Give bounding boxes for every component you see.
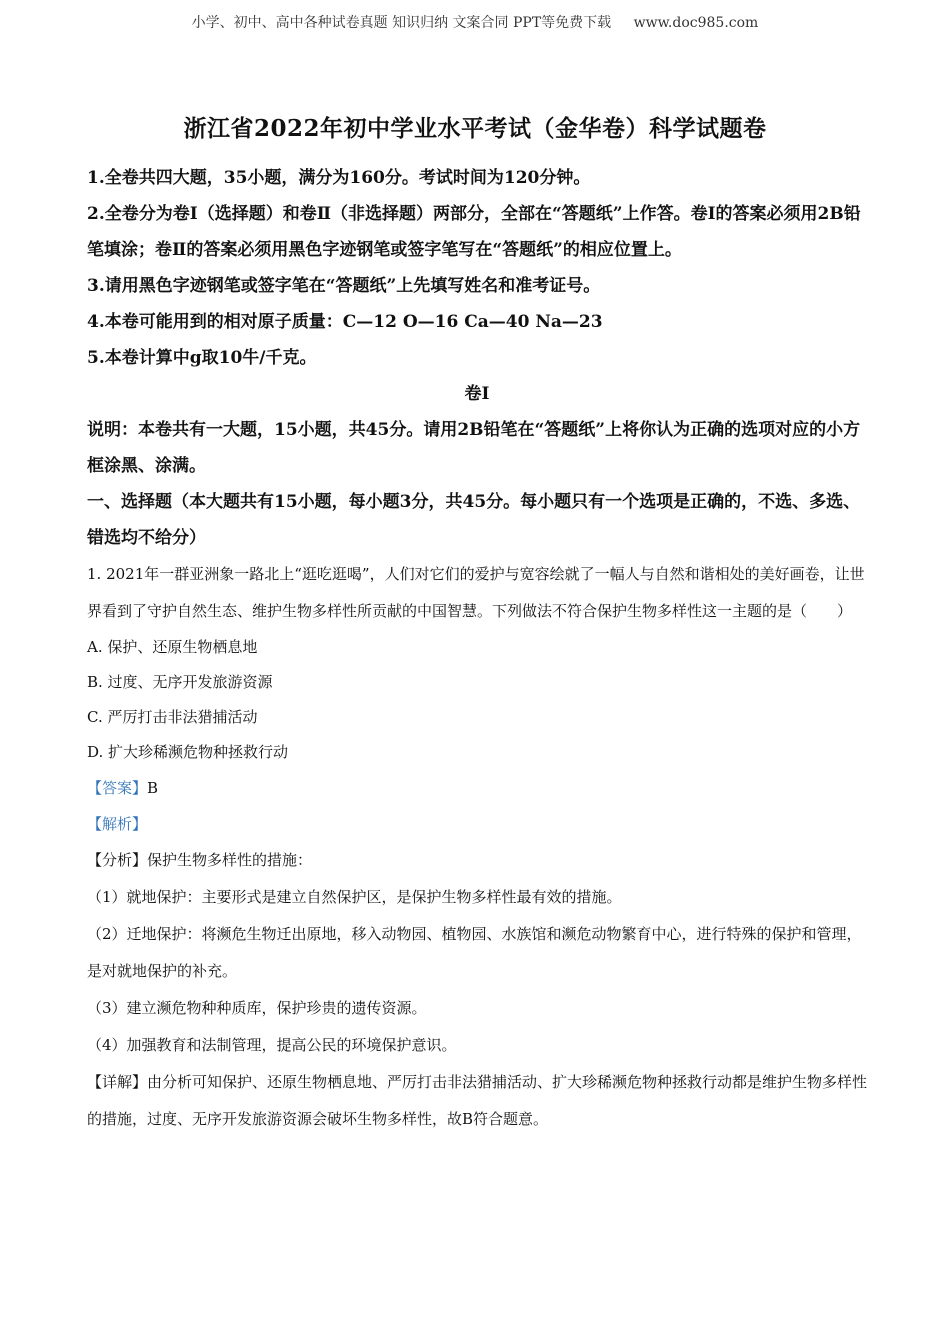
exam-rules — [87, 160, 867, 376]
question-stem: 1. 2021年一群亚洲象一路北上“逛吃逛喝”，人们对它们的爱护与宽容绘就了一幅人与自然和谐相处的美好画卷，让世界看到了守护自然生态、维护生物多样性所贡献的中国智慧。下列做法不符合保护生物多样性这一主题的是（ ） — [87, 565, 865, 620]
exam-title: 浙江省2022年初中学业水平考试（金华卷）科学试题卷 — [183, 115, 767, 142]
option-d: D. 扩大珍稀濒危物种拯救行动 — [87, 743, 289, 761]
answer-tag: 【答案】 — [87, 779, 148, 797]
option-c: C. 严厉打击非法猎捕活动 — [87, 708, 258, 726]
analysis-heading — [87, 806, 867, 842]
question-1 — [87, 556, 867, 1138]
analysis-line-2: （1）就地保护：主要形式是建立自然保护区，是保护生物多样性最有效的措施。 — [87, 888, 622, 906]
answer-value: B — [147, 779, 159, 797]
analysis-line-3: （2）迁地保护：将濒危生物迁出原地，移入动物园、植物园、水族馆和濒危动物繁育中心，进行特殊的保护和管理，是对就地保护的补充。 — [87, 925, 862, 980]
rule-3: 3.请用黑色字迹钢笔或签字笔在“答题纸”上先填写姓名和准考证号。 — [87, 276, 601, 296]
analysis-line-4: （3）建立濒危物种种质库，保护珍贵的遗传资源。 — [87, 999, 427, 1017]
option-b: B. 过度、无序开发旅游资源 — [87, 673, 273, 691]
analysis-line-5: （4）加强教育和法制管理，提高公民的环境保护意识。 — [87, 1036, 457, 1054]
document-body — [87, 160, 867, 1138]
option-a: A. 保护、还原生物栖息地 — [87, 638, 258, 656]
header-promo-text: 小学、初中、高中各种试卷真题 知识归纳 文案合同 PPT等免费下载 — [191, 15, 612, 31]
rule-2: 2.全卷分为卷Ⅰ（选择题）和卷Ⅱ（非选择题）两部分，全部在“答题纸”上作答。卷Ⅰ的答案必须用2B铅笔填涂；卷Ⅱ的答案必须用黑色字迹钢笔或签字笔写在“答题纸”的相应位置上。 — [87, 204, 861, 260]
analysis-detail: 【详解】由分析可知保护、还原生物栖息地、严厉打击非法猎捕活动、扩大珍稀濒危物种拯救行动都是维护生物多样性的措施，过度、无序开发旅游资源会破坏生物多样性，故B符合题意。 — [87, 1073, 868, 1128]
header-site-link[interactable]: www.doc985.com — [633, 15, 759, 31]
page-header — [0, 12, 950, 32]
analysis-line-1: 【分析】保护生物多样性的措施： — [87, 851, 313, 869]
section-note: 说明：本卷共有一大题，15小题，共45分。请用2B铅笔在“答题纸”上将你认为正确的选项对应的小方框涂黑、涂满。 — [87, 420, 861, 476]
section-title: 卷Ⅰ — [464, 384, 490, 404]
answer-line — [87, 770, 867, 806]
part-heading: 一、选择题（本大题共有15小题，每小题3分，共45分。每小题只有一个选项是正确的，不选、多选、错选均不给分） — [87, 492, 861, 548]
rule-4: 4.本卷可能用到的相对原子质量：C—12 O—16 Ca—40 Na—23 — [87, 312, 603, 332]
rule-5: 5.本卷计算中g取10牛/千克。 — [87, 348, 317, 368]
rule-1: 1.全卷共四大题，35小题，满分为160分。考试时间为120分钟。 — [87, 168, 591, 188]
analysis-tag: 【解析】 — [87, 815, 148, 833]
